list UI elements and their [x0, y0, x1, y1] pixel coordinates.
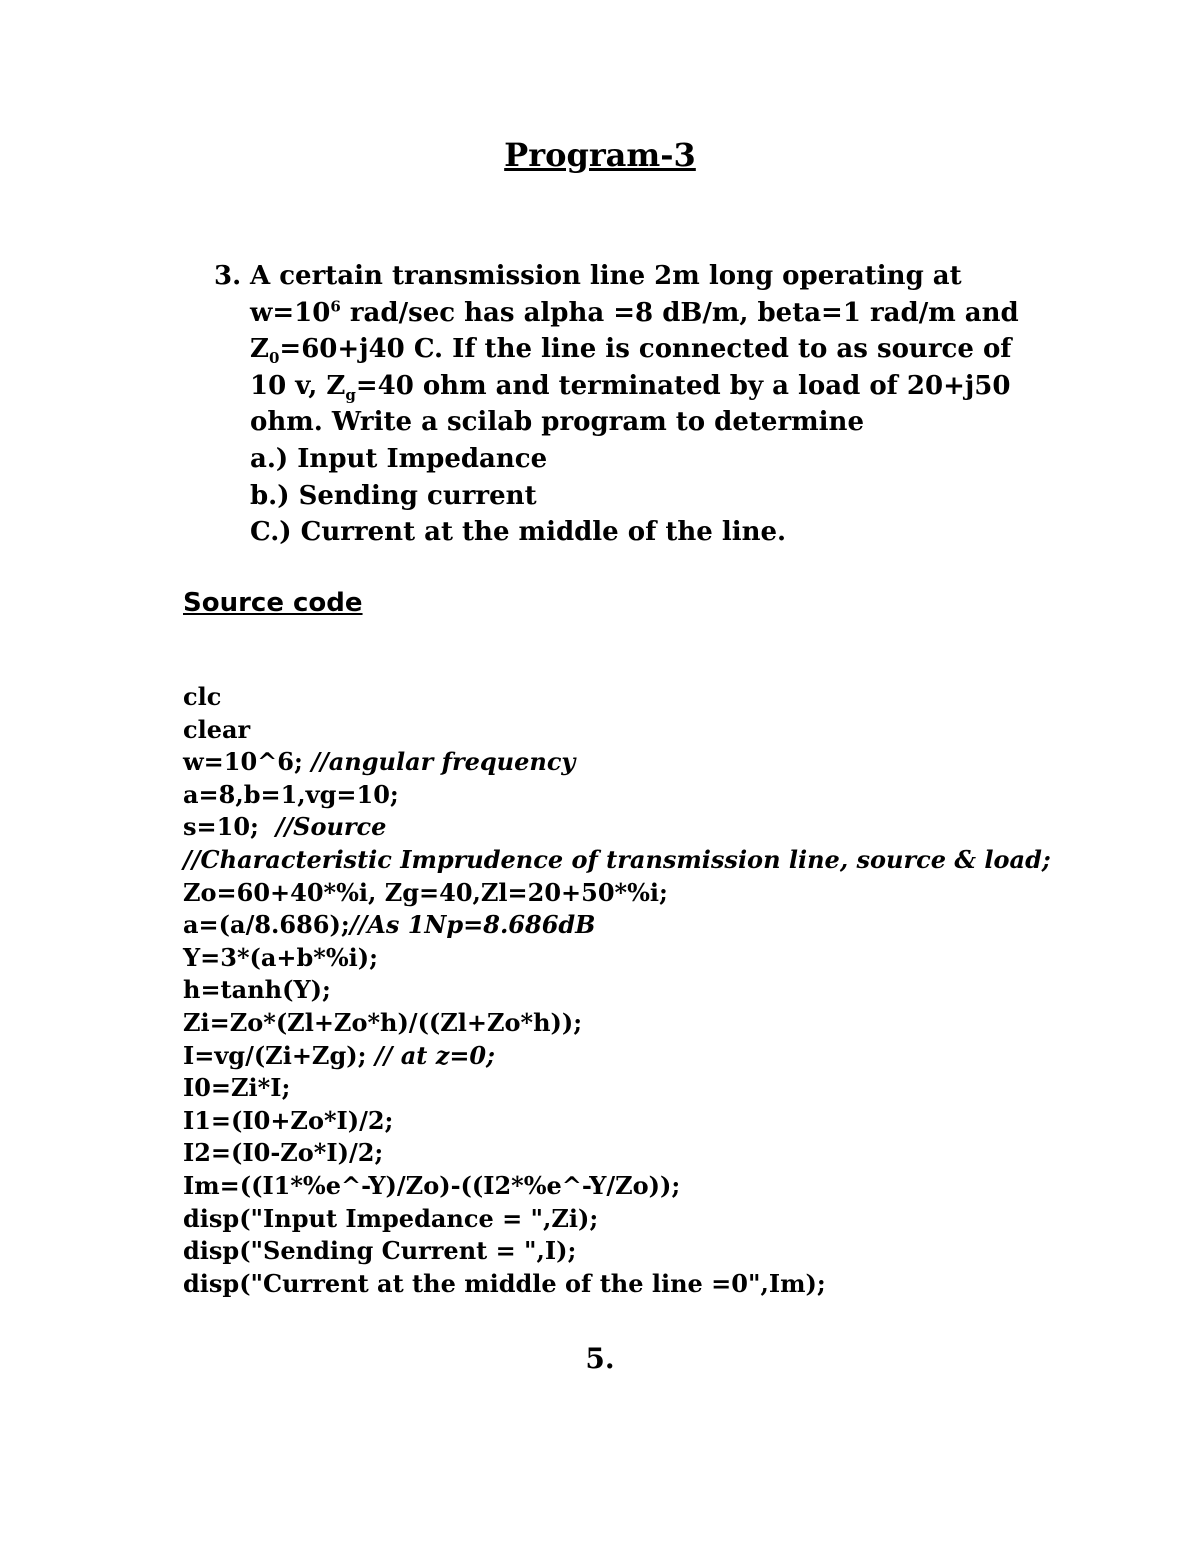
code-text: I1=(I0+Zo*I)/2;	[183, 1105, 394, 1135]
section-heading: Source code	[183, 588, 363, 618]
code-line	[183, 844, 1051, 877]
page-title: Program-3	[504, 136, 696, 174]
task-item-c: C.) Current at the middle of the line.	[250, 517, 787, 548]
code-line	[183, 1105, 1051, 1138]
code-text: s=10;	[183, 812, 276, 842]
code-line	[183, 1235, 1051, 1268]
problem-line-1: A certain transmission line 2m long operating at	[250, 261, 962, 291]
problem-line-4	[250, 368, 1074, 405]
code-line	[183, 1072, 1051, 1105]
code-line	[183, 909, 1051, 942]
code-text: disp("Input Impedance = ",Zi);	[183, 1203, 599, 1233]
code-comment: //As 1Np=8.686dB	[349, 910, 596, 940]
problem-statement	[214, 258, 1074, 551]
page-number: 5.	[585, 1342, 615, 1375]
code-text: a=8,b=1,vg=10;	[183, 779, 399, 809]
problem-line-2-rest: rad/sec has alpha =8 dB/m, beta=1 rad/m and	[340, 297, 1019, 328]
code-text: I=vg/(Zi+Zg);	[183, 1040, 375, 1070]
code-line	[183, 714, 1051, 747]
code-line	[183, 779, 1051, 812]
code-text: clc	[183, 682, 222, 711]
code-comment: //angular frequency	[311, 747, 576, 777]
problem-line-4-rest: =40 ohm and terminated by a load of 20+j50	[355, 370, 1011, 401]
code-text: Zi=Zo*(Zl+Zo*h)/((Zl+Zo*h));	[183, 1007, 583, 1037]
code-line	[183, 1007, 1051, 1040]
problem-line-5: ohm. Write a scilab program to determine	[250, 407, 864, 438]
subscript: g	[345, 385, 356, 404]
problem-line-3	[250, 331, 1074, 368]
code-text: Y=3*(a+b*%i);	[183, 942, 378, 972]
code-line	[183, 1137, 1051, 1170]
problem-line-3-rest: =60+j40 C. If the line is connected to as source of	[279, 334, 1012, 365]
code-line	[183, 974, 1051, 1007]
code-comment: //Characteristic Imprudence of transmission line, source & load;	[183, 844, 1051, 874]
code-line	[183, 681, 1051, 714]
problem-line-3-text: Z	[250, 334, 269, 365]
code-line	[183, 1203, 1051, 1236]
code-line	[183, 746, 1051, 779]
exponent: 6	[330, 296, 341, 315]
code-text: disp("Sending Current = ",I);	[183, 1236, 577, 1266]
task-item-a: a.) Input Impedance	[250, 443, 548, 474]
code-text: h=tanh(Y);	[183, 975, 331, 1005]
task-item-b: b.) Sending current	[250, 480, 537, 511]
code-text: I0=Zi*I;	[183, 1073, 291, 1103]
code-text: Im=((I1*%e^-Y)/Zo)-((I2*%e^-Y/Zo));	[183, 1170, 681, 1200]
problem-number: 3.	[214, 261, 242, 291]
code-text: I2=(I0-Zo*I)/2;	[183, 1138, 384, 1168]
code-line	[183, 877, 1051, 910]
problem-line-2-text: w=10	[250, 297, 331, 328]
code-text: w=10^6;	[183, 747, 312, 777]
source-code-block	[183, 681, 1051, 1300]
code-line	[183, 1170, 1051, 1203]
code-text: disp("Current at the middle of the line =0",Im);	[183, 1268, 826, 1298]
code-line	[183, 1040, 1051, 1073]
code-comment: //Source	[275, 812, 387, 842]
problem-line-4-text: 10 v, Z	[250, 370, 346, 401]
code-text: a=(a/8.686);	[183, 910, 350, 940]
code-text: Zo=60+40*%i, Zg=40,Zl=20+50*%i;	[183, 877, 668, 907]
code-text: clear	[183, 714, 251, 744]
problem-line-2	[250, 295, 1074, 332]
code-line	[183, 811, 1051, 844]
subscript: 0	[268, 349, 280, 368]
code-line	[183, 1268, 1051, 1301]
problem-body	[250, 258, 1074, 551]
code-line	[183, 942, 1051, 975]
code-comment: // at z=0;	[374, 1040, 495, 1070]
